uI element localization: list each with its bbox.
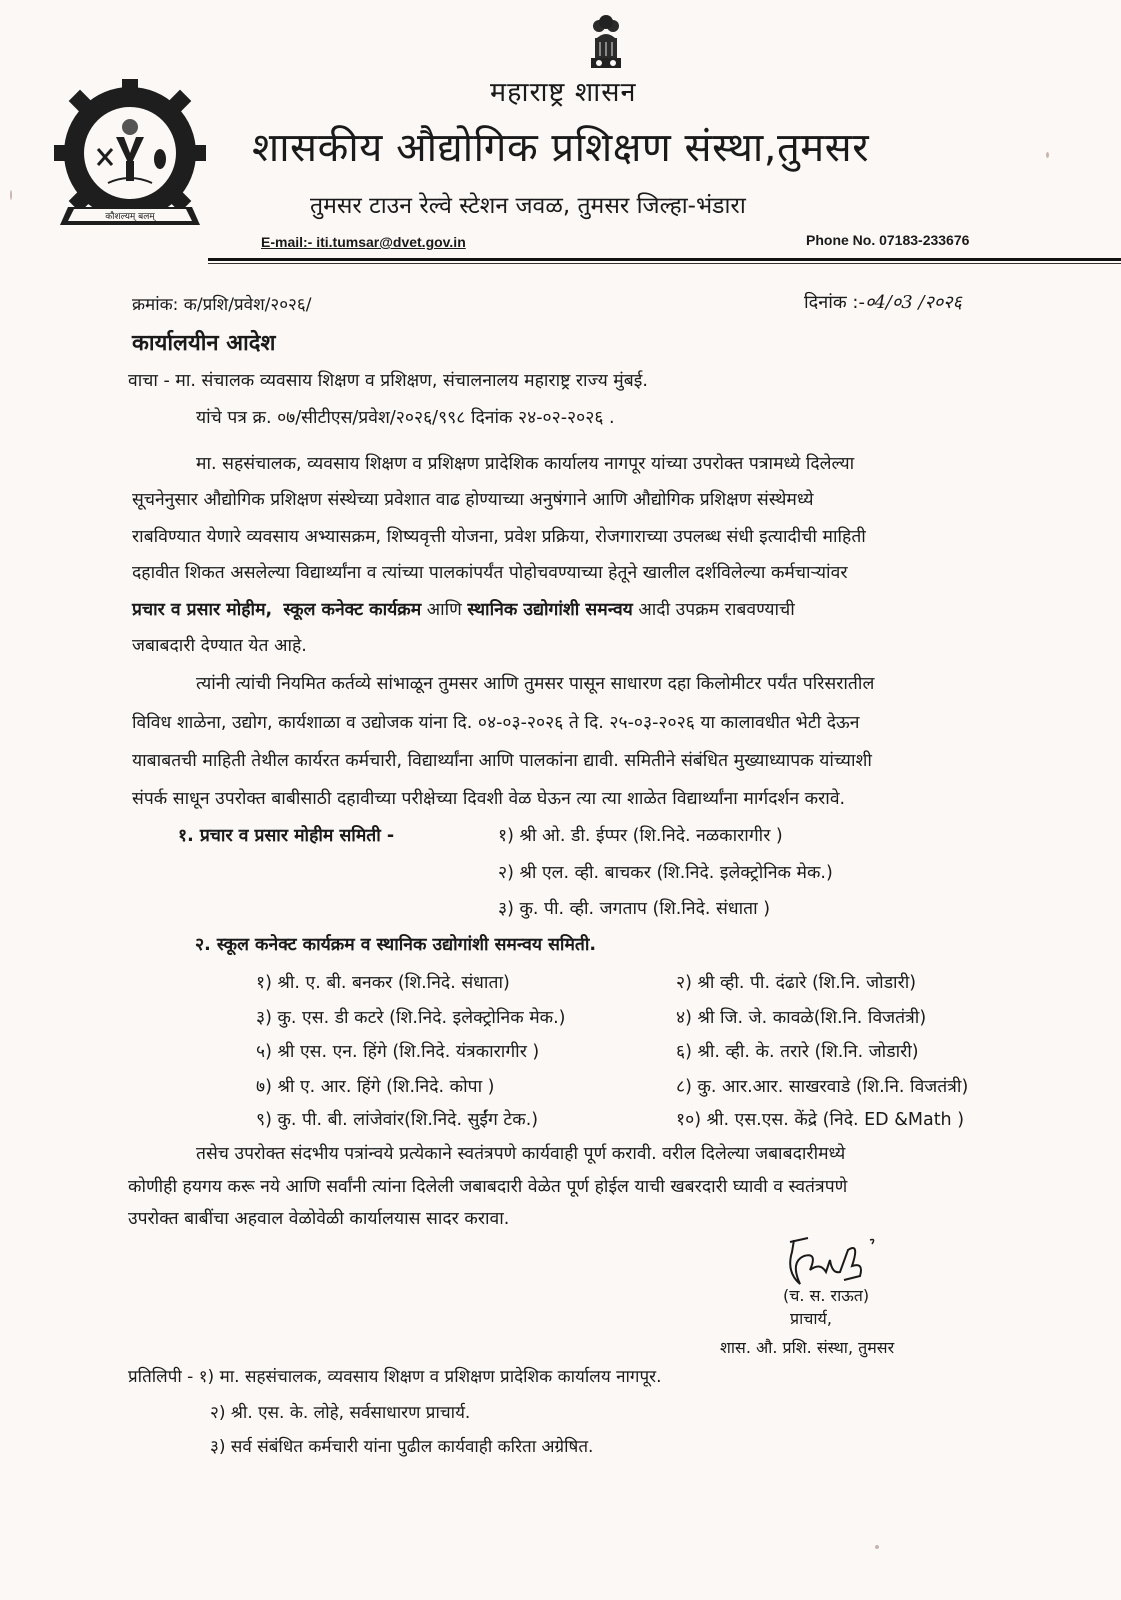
logo-motto: कौशल्यम् बलम् (105, 212, 155, 222)
copy-label: प्रतिलिपी - (128, 1367, 194, 1387)
copy-item: २) श्री. एस. के. लोहे, सर्वसाधारण प्राचार्य. (210, 1403, 471, 1423)
institute-address: तुमसर टाउन रेल्वे स्टेशन जवळ, तुमसर जिल्हा-भंडारा (310, 193, 746, 219)
header-divider (208, 258, 1121, 261)
read-line-1: वाचा - मा. संचालक व्यवसाय शिक्षण व प्रशिक्षण, संचालनालय महाराष्ट्र राज्य मुंबई. (128, 371, 648, 391)
industry-coordination-text: स्थानिक उद्योगांशी समन्वय (467, 600, 633, 620)
committee-2-title: २. स्कूल कनेक्ट कार्यक्रम व स्थानिक उद्योगांशी समन्वय समिती. (195, 935, 597, 955)
para2-line: याबाबतची माहिती तेथील कार्यरत कर्मचारी, विद्यार्थ्यांना आणि पालकांना द्यावी. समितीने संबंधित मुख्याध्यापक यांच्याशी (132, 751, 872, 771)
connector-text: आणि (426, 600, 462, 620)
read-line-2: यांचे पत्र क्र. ०७/सीटीएस/प्रवेश/२०२६/९९८ दिनांक २४-०२-२०२६ . (196, 408, 615, 428)
signatory-office: शास. औ. प्रशि. संस्था, तुमसर (720, 1338, 895, 1357)
phone-number: Phone No. 07183-233676 (806, 232, 970, 248)
campaign-text: प्रचार व प्रसार मोहीम, (132, 600, 273, 620)
committee-1-member: २) श्री एल. व्ही. बाचकर (शि.निदे. इलेक्ट्रोनिक मेक.) (498, 863, 833, 883)
para2-line: संपर्क साधून उपरोक्त बाबीसाठी दहावीच्या परीक्षेच्या दिवशी वेळ घेऊन त्या त्या शाळेत विद्यार्थ्यांना मार्गदर्शन करावे. (132, 789, 846, 809)
committee-2-member: ४) श्री जि. जे. कावळे(शि.नि. विजतंत्री) (676, 1008, 927, 1028)
committee-2-member: ९) कु. पी. बी. लांजेवांर(शि.निदे. सुईंग टेक.) (256, 1110, 539, 1130)
committee-2-member: १) श्री. ए. बी. बनकर (शि.निदे. संधाता) (256, 973, 510, 993)
para1-line: सूचनेनुसार औद्योगिक प्रशिक्षण संस्थेच्या प्रवेशात वाढ होण्याच्या अनुषंगाने आणि औद्योगिक प्रशिक्षण संस्थेमध्ये (132, 490, 814, 510)
committee-2-member: ७) श्री ए. आर. हिंगे (शि.निदे. कोपा ) (256, 1077, 495, 1097)
date-label: दिनांक :- (804, 292, 865, 313)
scan-speck (10, 190, 12, 200)
committee-2-member: २) श्री व्ही. पी. दंढारे (शि.नि. जोडारी) (676, 973, 917, 993)
para1-line: मा. सहसंचालक, व्यवसाय शिक्षण व प्रशिक्षण प्रादेशिक कार्यालय नागपूर यांच्या उपरोक्त पत्रामध्ये दिलेल्या (196, 454, 855, 474)
committee-1-member: १) श्री ओ. डी. ईप्पर (शि.निदे. नळकारागीर ) (498, 826, 783, 846)
copy-item: ३) सर्व संबंधित कर्मचारी यांना पुढील कार्यवाही करिता अग्रेषित. (210, 1437, 594, 1457)
para3-line: कोणीही हयगय करू नये आणि सर्वांनी त्यांना दिलेली जबाबदारी वेळेत पूर्ण होईल याची खबरदारी घ्यावी व स्वतंत्रपणे (128, 1177, 848, 1197)
committee-1-title: १. प्रचार व प्रसार मोहीम समिती - (178, 826, 395, 846)
committee-2-member: १०) श्री. एस.एस. केंद्रे (निदे. ED &Math ) (676, 1110, 965, 1130)
dvet-logo-icon (50, 75, 210, 240)
copy-item: १) मा. सहसंचालक, व्यवसाय शिक्षण व प्रशिक्षण प्रादेशिक कार्यालय नागपूर. (198, 1367, 662, 1387)
para1-tail: आदी उपक्रम राबवण्याची (638, 600, 795, 620)
institute-name: शासकीय औद्योगिक प्रशिक्षण संस्था,तुमसर (252, 125, 870, 171)
order-date (804, 290, 962, 314)
para3-line: उपरोक्त बाबींचा अहवाल वेळोवेळी कार्यालयास सादर करावा. (128, 1209, 510, 1229)
committee-2-member: ६) श्री. व्ही. के. तरारे (शि.नि. जोडारी) (676, 1042, 919, 1062)
date-value: ०4/०3 /२०२६ (864, 292, 962, 313)
committee-2-member: ८) कु. आर.आर. साखरवाडे (शि.नि. विजतंत्री) (676, 1077, 969, 1097)
committee-1-member: ३) कु. पी. व्ही. जगताप (शि.निदे. संधाता ) (498, 899, 771, 919)
para2-line: त्यांनी त्यांची नियमित कर्तव्ये सांभाळून तुमसर आणि तुमसर पासून साधारण दहा किलोमीटर पर्यंत परिसरातील (196, 674, 875, 694)
para1-emphasis-line (132, 597, 795, 621)
para1-line: दहावीत शिकत असलेल्या विद्यार्थ्यांना व त्यांच्या पालकांपर्यंत पोहोचवण्याच्या हेतूने खालील दर्शविलेल्या कर्मचाऱ्यांवर (132, 563, 848, 583)
government-name: महाराष्ट्र शासन (490, 77, 637, 108)
school-connect-text: स्कूल कनेक्ट कार्यक्रम (283, 600, 422, 620)
signatory-designation: प्राचार्य, (790, 1309, 832, 1328)
order-title: कार्यालयीन आदेश (132, 331, 276, 356)
national-emblem-icon (585, 12, 627, 74)
reference-number: क्रमांक: क/प्रशि/प्रवेश/२०२६/ (132, 295, 312, 315)
para2-line: विविध शाळेना, उद्योग, कार्यशाळा व उद्योजक यांना दि. ०४-०३-२०२६ ते दि. २५-०३-२०२६ या कालावधीत भेटी देऊन (132, 713, 860, 733)
committee-2-member: ५) श्री एस. एन. हिंगे (शि.निदे. यंत्रकारागीर ) (256, 1042, 540, 1062)
signatory-name: (च. स. राऊत) (783, 1286, 870, 1305)
committee-2-member: ३) कु. एस. डी कटरे (शि.निदे. इलेक्ट्रोनिक मेक.) (256, 1008, 566, 1028)
copy-to-line (128, 1364, 662, 1387)
para3-line: तसेच उपरोक्त संदभीय पत्रांन्वये प्रत्येकाने स्वतंत्रपणे कार्यवाही पूर्ण करावी. वरील दिलेल्या जबाबदारीमध्ये (196, 1144, 846, 1164)
para1-line: जबाबदारी देण्यात येत आहे. (132, 636, 307, 656)
scan-speck (875, 1545, 879, 1549)
header-divider-thin (208, 263, 1121, 264)
scan-speck (1046, 152, 1049, 158)
para1-line: राबविण्यात येणारे व्यवसाय अभ्यासक्रम, शिष्यवृत्ती योजना, प्रवेश प्रक्रिया, रोजगाराच्या उपलब्ध संधी इत्यादीची माहिती (132, 527, 866, 547)
email-link[interactable]: E-mail:- iti.tumsar@dvet.gov.in (261, 234, 466, 250)
